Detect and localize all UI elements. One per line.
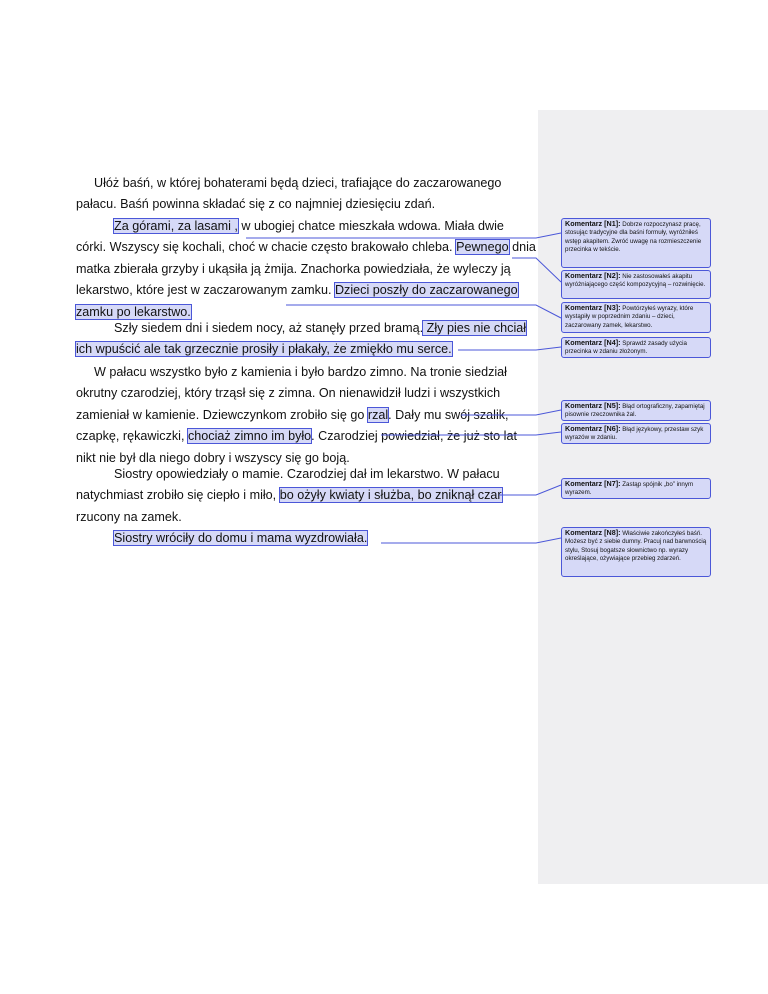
p4-text-1: Siostry opowiedziały o mamie. Czarodziej dał im lekarstwo. W pałacu natychmiast zrobiło się ciepło i miło, — [76, 467, 500, 503]
story-paragraph-3[interactable] — [76, 362, 536, 469]
task-line-2: pałacu. Baśń powinna składać się z co najmniej dziesięciu zdań. — [76, 197, 436, 212]
p3-text-1: W pałacu wszystko było z kamienia i było bardzo zimno. Na tronie siedział okrutny czarodziej, który trząsł się z zimna. On nienawidził ludzi i wszystkich zamieniał w kamienie. Dziewczynkom zrobiło się go — [76, 365, 507, 422]
p3-text-3: . Czarodziej powiedział, że już sto lat nikt nie był dla niego dobry i wszyscy się go boją. — [76, 429, 517, 465]
comment-n1-text: Dobrze rozpoczynasz pracę, stosując tradycyjne dla baśni formuły, wyróżniłeś wstęp akapitem. Zwróć uwagę na rozmieszczenie przecinka w tekście. — [565, 221, 702, 254]
comment-n3-key: Komentarz [N3]: — [565, 303, 621, 312]
comment-n2-text: Nie zastosowałeś akapitu wyróżniającego część kompozycyjną – rozwinięcie. — [565, 273, 706, 289]
comment-n7-text: Zastąp spójnik „bo” innym wyrazem. — [565, 481, 694, 497]
highlight-n4[interactable]: Zły pies nie chciał ich wpuścić ale tak grzecznie prosiły i płakały, że zmiękło mu serce. — [76, 321, 527, 357]
comment-n8-text: Właściwie zakończyłeś baśń. Możesz być z siebie dumny. Pracuj nad barwnością stylu, Stosuj bogatsze słownictwo np. wyrazy określające, ożywiające przebieg zdarzeń. — [565, 530, 707, 563]
comment-n5-key: Komentarz [N5]: — [565, 401, 621, 410]
p1-text-2: dnia matka zbierała grzyby i ukąsiła ją żmija. Znachorka powiedziała, że wyleczy ją lekarstwo, które jest w zaczarowanym zamku. — [76, 240, 536, 298]
comment-n1[interactable] — [561, 218, 711, 268]
comment-n6-text: Błąd językowy, przestaw szyk wyrazów w zdaniu. — [565, 426, 704, 442]
story-paragraph-1[interactable] — [76, 216, 536, 323]
comment-n1-key: Komentarz [N1]: — [565, 219, 621, 228]
story-paragraph-5[interactable] — [76, 528, 536, 549]
comment-n2-key: Komentarz [N2]: — [565, 271, 621, 280]
highlight-n7[interactable]: bo ożyły kwiaty i służba, bo zniknął czar — [279, 488, 502, 503]
comment-n8-key: Komentarz [N8]: — [565, 528, 621, 537]
comment-n3-text: Powtórzyłeś wyrazy, które wystąpiły w poprzednim zdaniu – dzieci, zaczarowany zamek, lekarstwo. — [565, 305, 694, 329]
comment-n6-key: Komentarz [N6]: — [565, 424, 621, 433]
highlight-n6[interactable]: chociaż zimno im było — [187, 429, 312, 444]
highlight-n1[interactable]: Za górami, za lasami , — [114, 219, 238, 233]
task-line-1: Ułóż baśń, w której bohaterami będą dzieci, trafiające do zaczarowanego — [94, 176, 502, 190]
comment-n7[interactable] — [561, 478, 711, 499]
highlight-n8[interactable]: Siostry wróciły do domu i mama wyzdrowiała. — [114, 531, 368, 545]
highlight-n3[interactable]: Dzieci poszły do zaczarowanego zamku po lekarstwo. — [76, 283, 518, 319]
p3-text-2: . Dały mu swój szalik, czapkę, rękawiczki, — [76, 407, 509, 444]
p4-text-2: rzucony na zamek. — [76, 509, 182, 524]
task-instruction — [76, 173, 536, 216]
comment-n2[interactable] — [561, 270, 711, 299]
comment-n4[interactable] — [561, 337, 711, 358]
comment-n4-text: Sprawdź zasady użycia przecinka w zdaniu złożonym. — [565, 340, 687, 356]
highlight-n2[interactable]: Pewnego — [456, 240, 509, 255]
p1-text-1: w ubogiej chatce mieszkała wdowa. Miała dwie córki. Wszyscy się kochali, choć w chacie często brakowało chleba. — [76, 219, 504, 255]
comment-n6[interactable] — [561, 423, 711, 444]
story-paragraph-4[interactable] — [76, 464, 536, 528]
highlight-n5[interactable]: rzal — [367, 407, 389, 422]
comment-n5[interactable] — [561, 400, 711, 421]
story-paragraph-2[interactable] — [76, 318, 536, 361]
comment-n4-key: Komentarz [N4]: — [565, 338, 621, 347]
comment-n7-key: Komentarz [N7]: — [565, 479, 621, 488]
comment-n3[interactable] — [561, 302, 711, 333]
p2-text-1: Szły siedem dni i siedem nocy, aż stanęły przed bramą. — [114, 321, 424, 335]
comment-n5-text: Błąd ortograficzny, zapamiętaj pisownie rzeczownika żal. — [565, 403, 705, 419]
comment-n8[interactable] — [561, 527, 711, 577]
